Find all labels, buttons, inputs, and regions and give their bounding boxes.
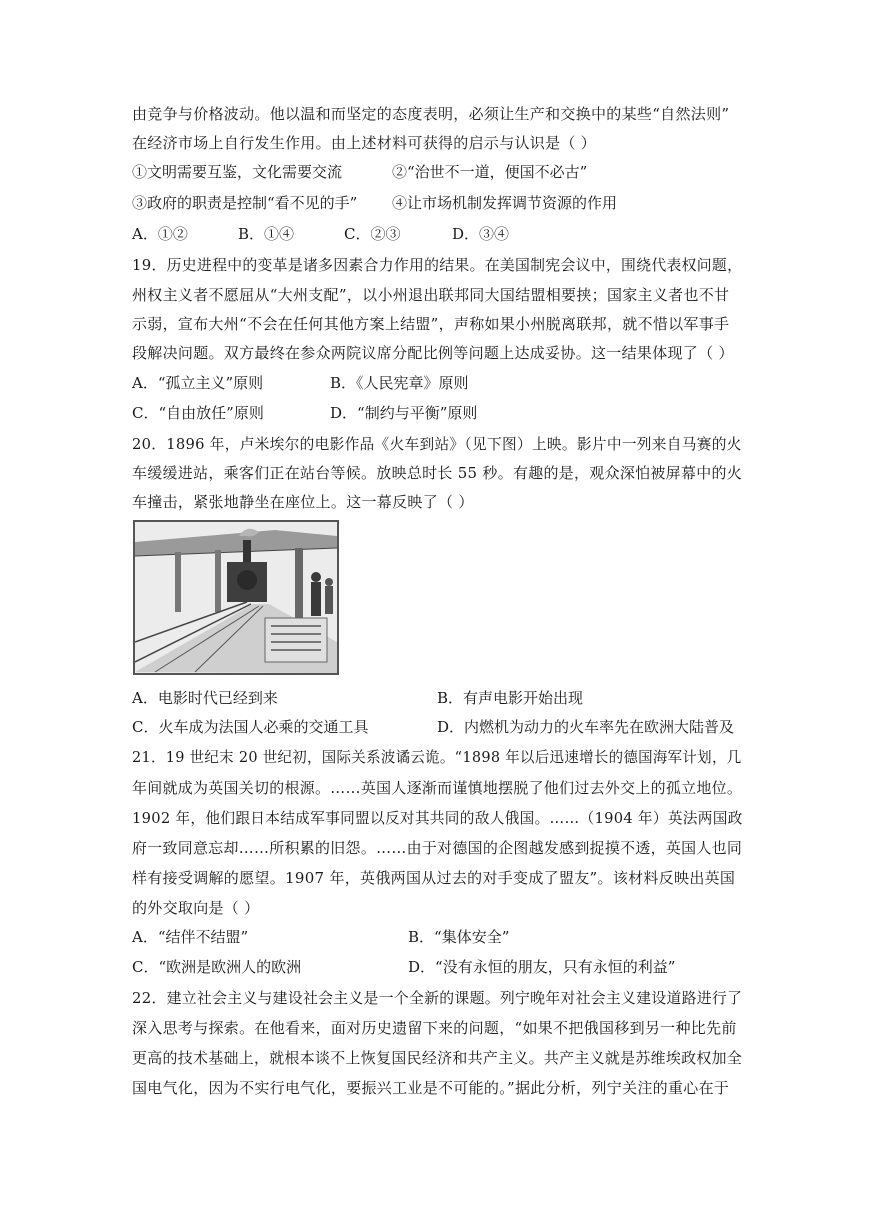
q21-stem-line: 府一致同意忘却……所积累的旧怨。……由于对德国的企图越发感到捉摸不透，英国人也同 <box>132 839 743 857</box>
train-station-illustration <box>135 522 337 673</box>
q19-choice-c[interactable]: C．“自由放任”原则 <box>132 404 264 422</box>
q18-choice-a[interactable]: A．①② <box>132 225 188 243</box>
q21-choice-b[interactable]: B．“集体安全” <box>408 928 510 946</box>
q19-choice-a[interactable]: A．“孤立主义”原则 <box>132 374 264 392</box>
q20-choice-b[interactable]: B．有声电影开始出现 <box>437 689 584 707</box>
q18-statement-2: ②“治世不一道，便国不必古” <box>392 163 588 181</box>
q18-statement-1: ①文明需要互鉴，文化需要交流 <box>132 163 343 181</box>
q18-choice-c[interactable]: C．②③ <box>344 225 401 243</box>
q18-statement-4: ④让市场机制发挥调节资源的作用 <box>392 194 618 212</box>
q20-choice-a[interactable]: A．电影时代已经到来 <box>132 689 278 707</box>
q18-statement-3: ③政府的职责是控制“看不见的手” <box>132 194 358 212</box>
q21-choice-d[interactable]: D．“没有永恒的朋友，只有永恒的利益” <box>408 958 676 976</box>
q21-choice-c[interactable]: C．“欧洲是欧洲人的欧洲 <box>132 958 302 976</box>
q19-stem-line: 19．历史进程中的变革是诸多因素合力作用的结果。在美国制宪会议中，围绕代表权问题， <box>132 256 743 274</box>
q22-stem-line: 深入思考与探索。在他看来，面对历史遗留下来的问题，“如果不把俄国移到另一种比先前 <box>132 1019 737 1037</box>
q18-choice-b[interactable]: B．①④ <box>238 225 295 243</box>
q22-stem-line: 国电气化，因为不实行电气化，要振兴工业是不可能的。”据此分析，列宁关注的重心在于 <box>132 1079 730 1097</box>
q22-stem-line: 22．建立社会主义与建设社会主义是一个全新的课题。列宁晚年对社会主义建设道路进行了 <box>132 989 743 1007</box>
q21-stem-line: 的外交取向是（ ） <box>132 899 260 917</box>
q19-choice-b[interactable]: B．《人民宪章》原则 <box>330 374 469 392</box>
q20-stem-line: 车缓缓进站，乘客们正在站台等候。放映总时长 55 秒。有趣的是，观众深怕被屏幕中的火 <box>132 464 743 482</box>
q21-choice-a[interactable]: A．“结伴不结盟” <box>132 928 249 946</box>
q21-stem-line: 21．19 世纪末 20 世纪初，国际关系波谲云诡。“1898 年以后迅速增长的德国海军计划，几 <box>132 748 742 766</box>
q22-stem-line: 更高的技术基础上，就根本谈不上恢复国民经济和共产主义。共产主义就是苏维埃政权加全 <box>132 1049 743 1067</box>
q19-stem-line: 示弱，宣布大州“不会在任何其他方案上结盟”，声称如果小州脱离联邦，就不惜以军事手 <box>132 315 730 333</box>
q20-choice-c[interactable]: C．火车成为法国人必乘的交通工具 <box>132 718 369 736</box>
q21-stem-line: 年间就成为英国关切的根源。……英国人逐渐而谨慎地摆脱了他们过去外交上的孤立地位。 <box>132 779 743 797</box>
q20-stem-line: 20．1896 年，卢米埃尔的电影作品《火车到站》（见下图）上映。影片中一列来自马赛的火 <box>132 435 742 453</box>
q19-choice-d[interactable]: D．“制约与平衡”原则 <box>330 404 478 422</box>
q21-stem-line: 1902 年，他们跟日本结成军事同盟以反对其共同的敌人俄国。……（1904 年）英法两国政 <box>132 809 743 827</box>
q20-choice-d[interactable]: D．内燃机为动力的火车率先在欧洲大陆普及 <box>437 718 735 736</box>
q18-choice-d[interactable]: D．③④ <box>452 225 510 243</box>
q21-stem-line: 样有接受调解的愿望。1907 年，英俄两国从过去的对手变成了盟友”。该材料反映出英国 <box>132 869 736 887</box>
q18-stem-line: 由竞争与价格波动。他以温和而坚定的态度表明，必须让生产和交换中的某些“自然法则” <box>132 105 730 123</box>
q19-stem-line: 州权主义者不愿屈从“大州支配”，以小州退出联邦同大国结盟相要挟；国家主义者也不甘 <box>132 286 730 304</box>
q19-stem-line: 段解决问题。双方最终在参众两院议席分配比例等问题上达成妥协。这一结果体现了（ ） <box>132 344 734 362</box>
train-arrival-film-still <box>133 520 339 675</box>
q20-stem-line: 车撞击，紧张地静坐在座位上。这一幕反映了（ ） <box>132 493 474 511</box>
q18-stem-line: 在经济市场上自行发生作用。由上述材料可获得的启示与认识是（ ） <box>132 134 597 152</box>
